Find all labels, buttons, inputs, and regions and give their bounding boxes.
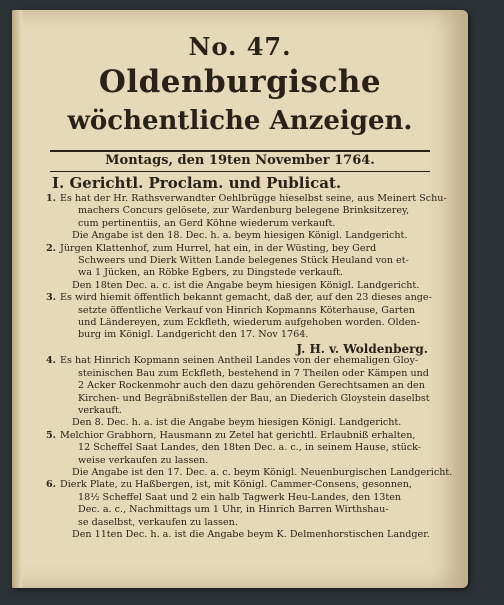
notice-entry [38,429,453,480]
entry-line: und Ländereyen, zum Eckfleth, wiederum aufgehoben worden. Olden- [78,317,420,329]
entry-line: burg im Königl. Landgericht den 17. Nov 1764. [78,329,309,341]
top-rule [50,150,430,152]
dateline: Montags, den 19ten November 1764. [105,153,375,168]
entry-number: 4. [45,355,56,367]
notices-body [38,193,453,541]
notice-entry [38,355,438,429]
entry-line: 2 Acker Rockenmohr auch den dazu gehörenden Gerechtsamen an den [78,380,425,392]
entry-signature: J. H. v. Woldenberg. [296,341,428,356]
entry-note: Den 11ten Dec. h. a. ist die Angabe beym K. Delmenhorstischen Landger. [72,528,430,540]
entry-line: wa 1 Jücken, an Röbke Egbers, zu Dingstede verkauft. [78,267,344,279]
entry-line: 18½ Scheffel Saat und 2 ein halb Tagwerk Heu-Landes, den 13ten [78,491,402,503]
entry-number: 2. [45,242,56,254]
date-rule [50,171,430,172]
entry-line: Jürgen Klattenhof, zum Hurrel, hat ein, in der Wüsting, bey Gerd [60,242,377,254]
notice-entry [38,479,438,541]
entry-line: Es hat Hinrich Kopmann seinen Antheil Landes von der ehemaligen Gloy- [60,355,419,367]
issue-number: No. 47. [188,32,292,61]
entry-line: verkauft. [78,404,122,416]
entry-number: 3. [45,292,56,304]
entry-line: Melchior Grabhorn, Hausmann zu Zetel hat gerichtl. Erlaubniß erhalten, [60,429,416,441]
entry-line: se daselbst, verkaufen zu lassen. [78,516,238,528]
newspaper-page [12,10,468,588]
entry-note: Den 18ten Dec. a. c. ist die Angabe beym hiesigen Königl. Landgericht. [72,279,420,291]
entry-line: 12 Scheffel Saat Landes, den 18ten Dec. a. c., in seinem Hause, stück- [78,442,422,454]
masthead-title-line2: wöchentliche Anzeigen. [67,106,413,136]
notice-entry [38,193,447,243]
entry-number: 1. [45,193,56,204]
entry-number: 5. [45,429,56,441]
entry-note: Die Angabe ist den 18. Dec. h. a. beym hiesigen Königl. Landgericht. [72,230,408,242]
section-heading: I. Gerichtl. Proclam. und Publicat. [52,174,342,192]
entry-line: machers Concurs gelösete, zur Wardenburg belegene Brinksitzerey, [78,205,410,217]
entry-line: cum pertinentiis, an Gerd Köhne wiederum verkauft. [78,217,336,229]
entry-line: Es wird hiemit öffentlich bekannt gemacht, daß der, auf den 23 dieses ange- [60,292,432,304]
entry-line: Dec. a. c., Nachmittags um 1 Uhr, in Hinrich Barren Wirthshau- [78,504,389,516]
notice-entry [38,243,438,293]
entry-line: steinischen Bau zum Eckfleth, bestehend in 7 Theilen oder Kämpen und [78,367,429,379]
masthead-title-line1: Oldenburgische [98,64,382,100]
entry-number: 6. [45,479,56,491]
entry-line: Dierk Plate, zu Haßbergen, ist, mit Königl. Cammer-Consens, gesonnen, [60,479,412,491]
entry-line: setzte öffentliche Verkauf von Hinrich Kopmanns Köterhause, Garten [78,304,415,316]
notice-entry [38,292,438,355]
entry-line: Kirchen- und Begräbnißstellen der Bau, an Diederich Gloystein daselbst [78,392,430,404]
entry-line: Es hat der Hr. Rathsverwandter Oehlbrügge hieselbst seine, aus Meinert Schu- [60,193,447,204]
entry-line: Schweers und Dierk Witten Lande belegenes Stück Heuland von et- [78,255,409,267]
entry-note: Den 8. Dec. h. a. ist die Angabe beym hiesigen Königl. Landgericht. [72,417,402,429]
entry-note: Die Angabe ist den 17. Dec. a. c. beym Königl. Neuenburgischen Landgericht. [72,466,453,478]
entry-line: weise verkaufen zu lassen. [78,454,209,466]
